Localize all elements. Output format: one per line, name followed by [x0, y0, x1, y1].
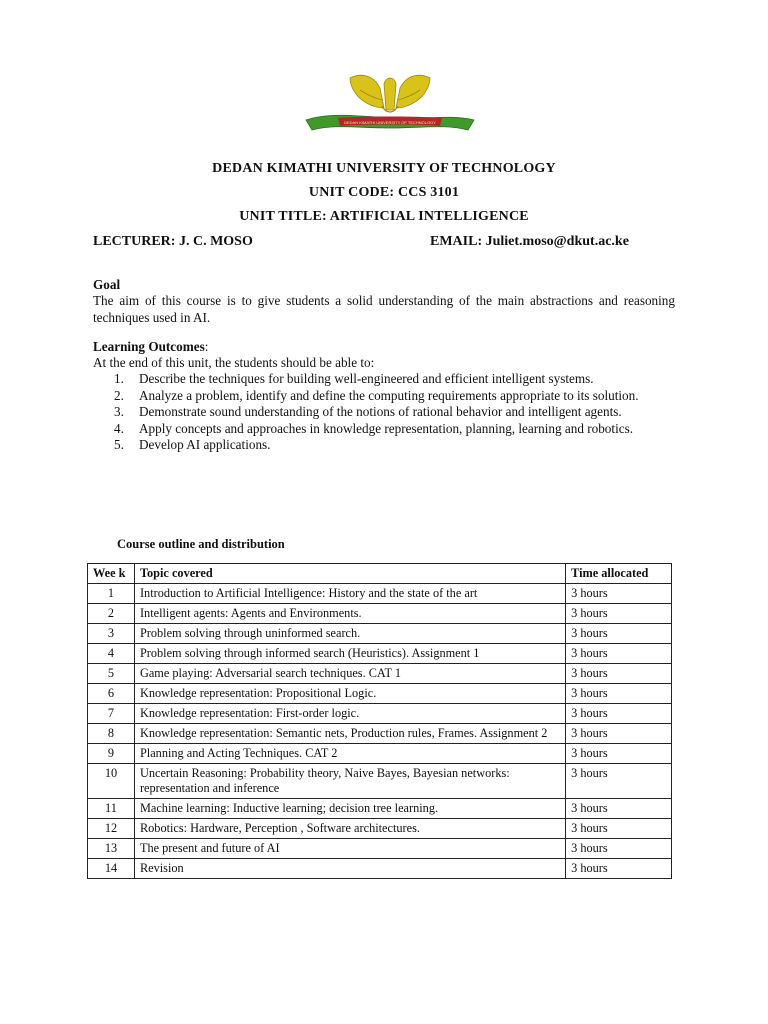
topic-cell: Machine learning: Inductive learning; decision tree learning. — [134, 799, 565, 819]
week-cell: 4 — [88, 644, 135, 664]
time-cell: 3 hours — [566, 584, 672, 604]
time-cell: 3 hours — [566, 839, 672, 859]
week-cell: 7 — [88, 704, 135, 724]
time-cell: 3 hours — [566, 624, 672, 644]
week-cell: 5 — [88, 664, 135, 684]
time-cell: 3 hours — [566, 644, 672, 664]
column-header-time: Time allocated — [566, 564, 672, 584]
list-item-number: 2. — [114, 387, 124, 403]
time-cell: 3 hours — [566, 604, 672, 624]
table-row — [88, 764, 672, 799]
time-cell: 3 hours — [566, 684, 672, 704]
week-cell: 6 — [88, 684, 135, 704]
table-row — [88, 819, 672, 839]
time-cell: 3 hours — [566, 744, 672, 764]
week-cell: 14 — [88, 859, 135, 879]
table-row — [88, 724, 672, 744]
list-item-text: Analyze a problem, identify and define the computing requirements appropriate to its solution. — [139, 387, 639, 403]
list-item-text: Describe the techniques for building well-engineered and efficient intelligent systems. — [139, 371, 594, 386]
lecturer-name: LECTURER: J. C. MOSO — [93, 234, 253, 249]
table-row — [88, 744, 672, 764]
list-item-number: 1. — [114, 371, 124, 386]
table-row — [88, 584, 672, 604]
unit-code: UNIT CODE: CCS 3101 — [308, 185, 460, 200]
table-row — [88, 624, 672, 644]
list-item — [93, 404, 675, 421]
table-row — [88, 644, 672, 664]
table-header-row — [88, 564, 672, 584]
time-cell: 3 hours — [566, 819, 672, 839]
time-cell: 3 hours — [566, 704, 672, 724]
goal-text-block — [93, 292, 675, 326]
table-row — [88, 664, 672, 684]
list-item-number: 5. — [114, 437, 124, 452]
topic-cell: Knowledge representation: Semantic nets, Production rules, Frames. Assignment 2 — [134, 724, 565, 744]
learning-outcomes-intro: At the end of this unit, the students should be able to: — [93, 355, 375, 370]
unit-title: UNIT TITLE: ARTIFICIAL INTELLIGENCE — [239, 209, 529, 224]
time-cell: 3 hours — [566, 799, 672, 819]
list-item-text: Demonstrate sound understanding of the notions of rational behavior and intelligent agents. — [139, 404, 622, 419]
topic-cell: The present and future of AI — [134, 839, 565, 859]
topic-cell: Knowledge representation: Propositional Logic. — [134, 684, 565, 704]
topic-cell: Planning and Acting Techniques. CAT 2 — [134, 744, 565, 764]
week-cell: 2 — [88, 604, 135, 624]
learning-outcomes-colon: : — [204, 339, 209, 354]
goal-heading: Goal — [93, 277, 121, 292]
topic-cell: Robotics: Hardware, Perception , Software architectures. — [134, 819, 565, 839]
topic-cell: Revision — [134, 859, 565, 879]
lecturer-row — [93, 234, 683, 250]
list-item-number: 4. — [114, 420, 124, 436]
course-outline-table — [87, 563, 672, 879]
lecturer-email: EMAIL: Juliet.moso@dkut.ac.ke — [430, 234, 629, 249]
topic-cell: Introduction to Artificial Intelligence: History and the state of the art — [134, 584, 565, 604]
week-cell: 3 — [88, 624, 135, 644]
goal-text: The aim of this course is to give students a solid understanding of the main abstractions and reasoning techniques used in AI. — [93, 293, 675, 325]
list-item — [93, 421, 675, 438]
table-row — [88, 839, 672, 859]
learning-outcomes-list — [93, 371, 675, 454]
learning-outcomes-title: Learning Outcomes — [93, 339, 205, 354]
column-header-week: Wee k — [88, 564, 135, 584]
table-body — [88, 584, 672, 879]
list-item-text: Apply concepts and approaches in knowledge representation, planning, learning and robotics. — [139, 420, 634, 436]
time-cell: 3 hours — [566, 664, 672, 684]
time-cell: 3 hours — [566, 764, 672, 799]
time-cell: 3 hours — [566, 859, 672, 879]
week-cell: 11 — [88, 799, 135, 819]
university-logo — [300, 68, 480, 138]
list-item-text: Develop AI applications. — [139, 437, 271, 452]
list-item — [93, 371, 675, 388]
week-cell: 8 — [88, 724, 135, 744]
week-cell: 9 — [88, 744, 135, 764]
course-outline-heading: Course outline and distribution — [117, 537, 285, 551]
list-item-number: 3. — [114, 404, 124, 419]
topic-cell: Problem solving through uninformed search. — [134, 624, 565, 644]
logo-ribbon-text: DEDAN KIMATHI UNIVERSITY OF TECHNOLOGY — [344, 119, 436, 125]
table-row — [88, 704, 672, 724]
university-name: DEDAN KIMATHI UNIVERSITY OF TECHNOLOGY — [212, 161, 556, 176]
learning-outcomes-heading — [93, 338, 675, 355]
table-row — [88, 684, 672, 704]
topic-cell: Knowledge representation: First-order logic. — [134, 704, 565, 724]
table-row — [88, 859, 672, 879]
week-cell: 13 — [88, 839, 135, 859]
week-cell: 1 — [88, 584, 135, 604]
table-row — [88, 604, 672, 624]
topic-cell: Uncertain Reasoning: Probability theory, Naive Bayes, Bayesian networks: representation and inference — [134, 764, 565, 799]
list-item — [93, 437, 675, 454]
time-cell: 3 hours — [566, 724, 672, 744]
week-cell: 12 — [88, 819, 135, 839]
topic-cell: Intelligent agents: Agents and Environments. — [134, 604, 565, 624]
list-item — [93, 388, 675, 405]
topic-cell: Game playing: Adversarial search techniques. CAT 1 — [134, 664, 565, 684]
table-row — [88, 799, 672, 819]
column-header-topic: Topic covered — [134, 564, 565, 584]
week-cell: 10 — [88, 764, 135, 799]
topic-cell: Problem solving through informed search (Heuristics). Assignment 1 — [134, 644, 565, 664]
